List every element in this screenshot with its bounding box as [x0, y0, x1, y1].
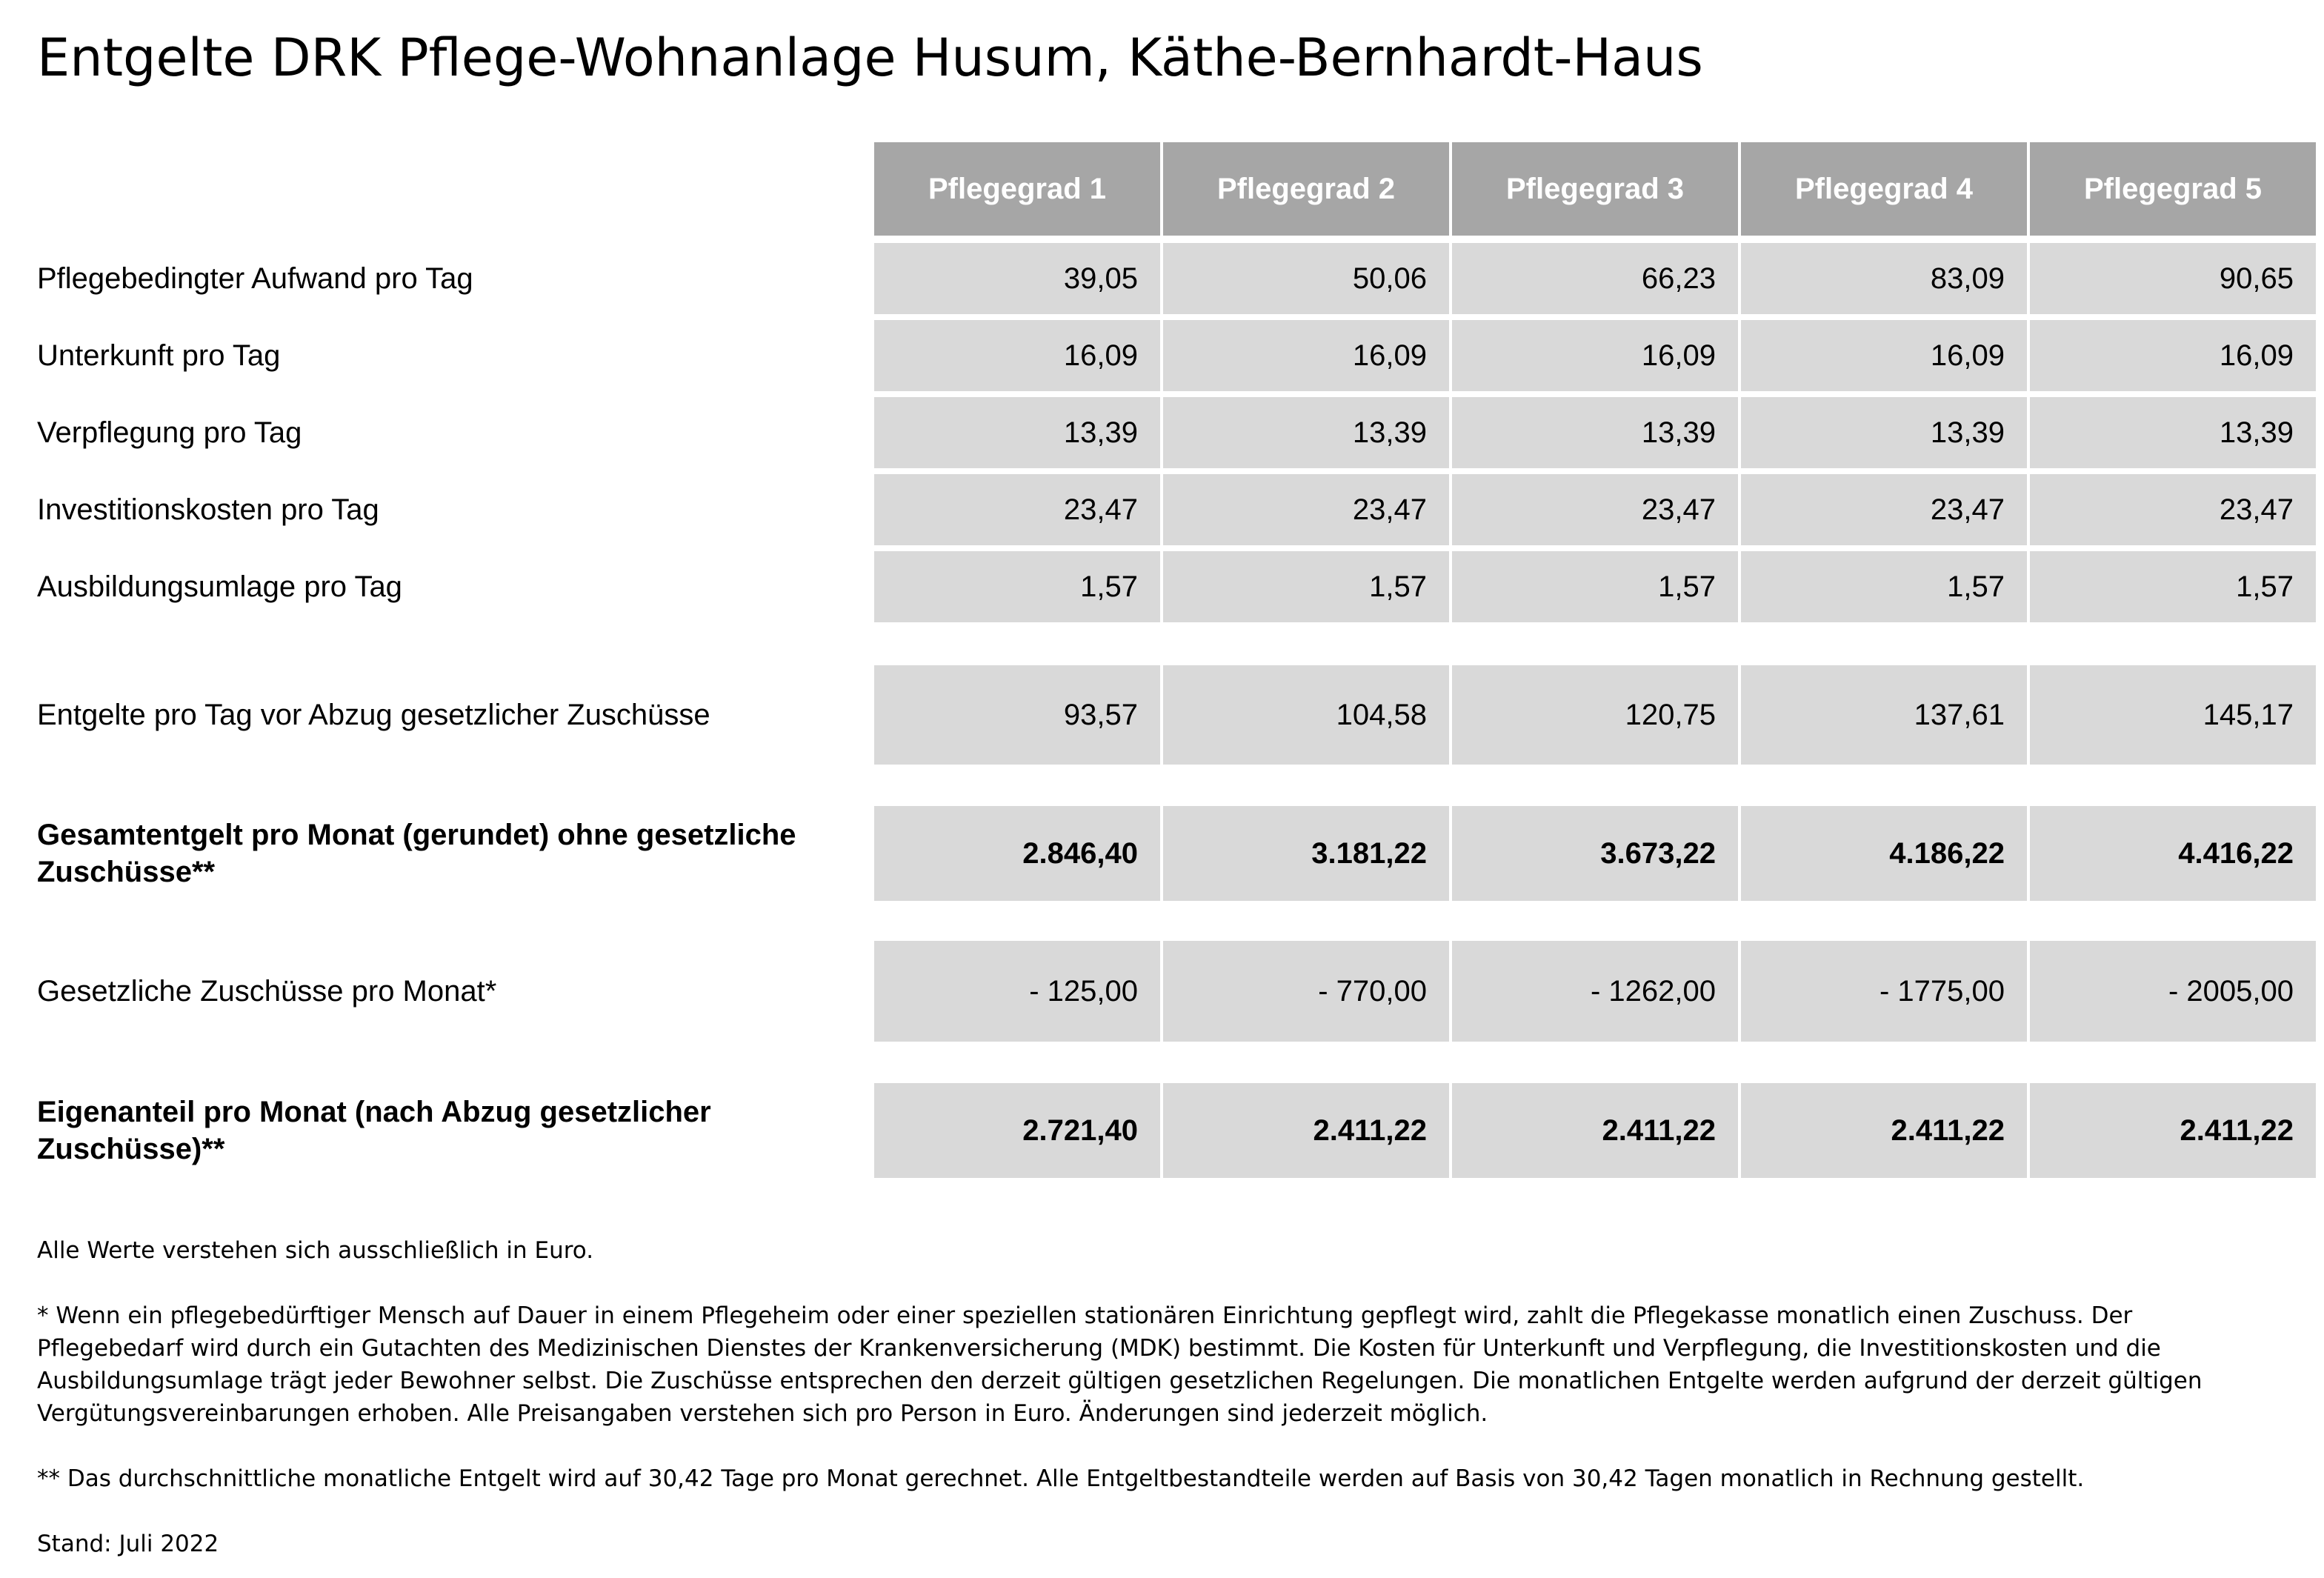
column-header: Pflegegrad 1: [874, 142, 1160, 236]
table-cell: 50,06: [1163, 243, 1449, 314]
table-cell: 23,47: [1163, 474, 1449, 545]
page-title: Entgelte DRK Pflege-Wohnanlage Husum, Käthe-Bernhardt-Haus: [37, 27, 1703, 88]
table-cell: 16,09: [1741, 320, 2027, 391]
table-cell: 4.416,22: [2030, 806, 2316, 901]
row-label: Eigenanteil pro Monat (nach Abzug gesetzlicher Zuschüsse)**: [37, 1096, 711, 1165]
table-cell: 39,05: [874, 243, 1160, 314]
table-cell: 2.411,22: [1741, 1083, 2027, 1178]
row-label: Entgelte pro Tag vor Abzug gesetzlicher Zuschüsse: [37, 699, 710, 731]
table-cell: 23,47: [1741, 474, 2027, 545]
column-header: Pflegegrad 4: [1741, 142, 2027, 236]
table-cell: 1,57: [1452, 551, 1738, 622]
table-cell: 104,58: [1163, 665, 1449, 765]
table-cell: 13,39: [1741, 397, 2027, 468]
table-cell: 2.846,40: [874, 806, 1160, 901]
table-cell: 2.721,40: [874, 1083, 1160, 1178]
table-cell: - 770,00: [1163, 941, 1449, 1042]
table-cell: 1,57: [874, 551, 1160, 622]
column-header: Pflegegrad 5: [2030, 142, 2316, 236]
table-cell: - 2005,00: [2030, 941, 2316, 1042]
table-cell: 1,57: [1741, 551, 2027, 622]
footnote-2: ** Das durchschnittliche monatliche Entgelt wird auf 30,42 Tage pro Monat gerechnet. Alle Entgeltbestandteile werden auf Basis von 30,42 Tagen monatlich in Rechnung gestellt.: [37, 1465, 2085, 1492]
table-cell: 3.673,22: [1452, 806, 1738, 901]
table-cell: 16,09: [1163, 320, 1449, 391]
row-label: Investitionskosten pro Tag: [37, 493, 379, 526]
table-cell: - 1262,00: [1452, 941, 1738, 1042]
table-cell: 13,39: [2030, 397, 2316, 468]
table-cell: 66,23: [1452, 243, 1738, 314]
table-cell: 2.411,22: [1163, 1083, 1449, 1178]
column-header: Pflegegrad 2: [1163, 142, 1449, 236]
table-cell: 16,09: [1452, 320, 1738, 391]
table-cell: 13,39: [874, 397, 1160, 468]
table-cell: 83,09: [1741, 243, 2027, 314]
table-cell: - 1775,00: [1741, 941, 2027, 1042]
currency-note: Alle Werte verstehen sich ausschließlich in Euro.: [37, 1237, 594, 1264]
table-cell: 93,57: [874, 665, 1160, 765]
row-label: Verpflegung pro Tag: [37, 416, 302, 449]
row-label: Gesamtentgelt pro Monat (gerundet) ohne gesetzliche Zuschüsse**: [37, 819, 796, 888]
table-cell: 137,61: [1741, 665, 2027, 765]
row-label: Ausbildungsumlage pro Tag: [37, 570, 402, 603]
row-label: Unterkunft pro Tag: [37, 339, 281, 372]
table-cell: - 125,00: [874, 941, 1160, 1042]
table-cell: 90,65: [2030, 243, 2316, 314]
table-cell: 2.411,22: [1452, 1083, 1738, 1178]
table-cell: 1,57: [1163, 551, 1449, 622]
table-cell: 2.411,22: [2030, 1083, 2316, 1178]
table-cell: 16,09: [874, 320, 1160, 391]
row-label: Gesetzliche Zuschüsse pro Monat*: [37, 975, 497, 1008]
table-cell: 1,57: [2030, 551, 2316, 622]
table-cell: 23,47: [1452, 474, 1738, 545]
status-date: Stand: Juli 2022: [37, 1531, 219, 1557]
row-label: Pflegebedingter Aufwand pro Tag: [37, 262, 473, 295]
table-cell: 4.186,22: [1741, 806, 2027, 901]
column-header: Pflegegrad 3: [1452, 142, 1738, 236]
table-cell: 23,47: [2030, 474, 2316, 545]
table-cell: 13,39: [1452, 397, 1738, 468]
table-cell: 3.181,22: [1163, 806, 1449, 901]
table-cell: 145,17: [2030, 665, 2316, 765]
table-cell: 23,47: [874, 474, 1160, 545]
table-cell: 13,39: [1163, 397, 1449, 468]
table-cell: 120,75: [1452, 665, 1738, 765]
table-cell: 16,09: [2030, 320, 2316, 391]
footnote-1: * Wenn ein pflegebedürftiger Mensch auf Dauer in einem Pflegeheim oder einer speziellen stationären Einrichtung gepflegt wird, zahlt die Pflegekasse monatlich einen Zuschuss. Der Pflegebedarf wird durch ein Gutachten des Medizinischen Dienstes der Krankenversicherung (MDK) bestimmt. Die Kosten für Unterkunft und Verpflegung, die Investitionskosten und die Ausbildungsumlage trägt jeder Bewohner selbst. Die Zuschüsse entsprechen den derzeit gültigen gesetzlichen Regelungen. Die monatlichen Entgelte werden aufgrund der derzeit gültigen Vergütungsvereinbarungen erhoben. Alle Preisangaben verstehen sich pro Person in Euro. Änderungen sind jederzeit möglich.: [37, 1302, 2203, 1427]
